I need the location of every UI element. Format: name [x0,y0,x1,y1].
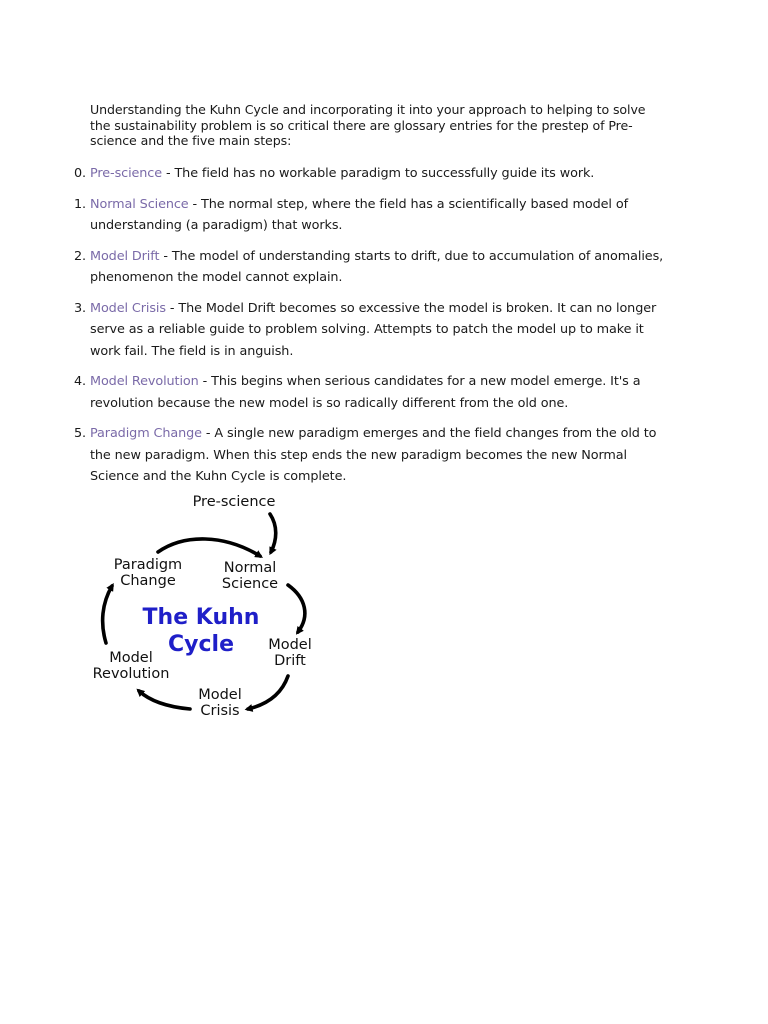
arrow-drift-to-crisis [248,676,288,709]
step-number: 1. [74,196,87,212]
diagram-label-paradigm-change: Paradigm Change [113,557,183,589]
intro-paragraph: Understanding the Kuhn Cycle and incorporating it into your approach to helping to solve the sustainability problem is so critical there are glossary entries for the prestep of Pre-science and the five main steps: [90,102,646,148]
arrow-crisis-to-revolution [139,691,190,709]
step-number: 3. [74,300,87,316]
step-description: - A single new paradigm emerges and the field changes from the old to the new paradigm. When this step ends the new paradigm becomes the new Normal Science and the Kuhn Cycle is complete. [90,426,657,484]
kuhn-steps-list [74,163,674,497]
arrow-revolution-to-paradigm [103,586,112,643]
diagram-label-prescience: Pre-science [192,494,276,510]
step-description: - The normal step, where the field has a scientifically based model of understanding (a paradigm) that works. [90,196,628,233]
step-item-model-crisis [74,298,674,363]
diagram-label-model-revolution: Model Revolution [92,650,170,682]
step-term-link[interactable]: Paradigm Change [90,426,202,441]
step-term-link[interactable]: Model Crisis [90,300,166,316]
arrow-normal-to-drift [288,585,305,632]
step-description: - This begins when serious candidates for a new model emerge. It's a revolution because the new model is so radically different from the old one. [90,374,641,411]
diagram-title: The Kuhn Cycle [142,605,260,657]
step-number: 5. [74,426,87,441]
step-description: - The model of understanding starts to drift, due to accumulation of anomalies, phenomenon the model cannot explain. [90,248,664,285]
step-number: 0. [74,166,87,181]
step-description: - The field has no workable paradigm to successfully guide its work. [162,166,595,181]
diagram-label-model-drift: Model Drift [268,637,312,669]
step-item-model-revolution [74,371,674,414]
kuhn-cycle-diagram [84,488,324,724]
step-item-paradigm-change [74,423,674,488]
step-number: 4. [74,374,87,389]
step-term-link[interactable]: Model Revolution [90,374,199,389]
step-number: 2. [74,248,87,264]
arrow-paradigm-to-normal [158,539,260,556]
arrow-prescience-to-normal [270,514,276,552]
step-term-link[interactable]: Model Drift [90,248,160,264]
diagram-label-model-crisis: Model Crisis [198,687,242,719]
step-item-normal-science [74,194,674,237]
step-term-link[interactable]: Normal Science [90,196,189,212]
step-description: - The Model Drift becomes so excessive the model is broken. It can no longer serve as a reliable guide to problem solving. Attempts to patch the model up to make it work fail. The field is in anguish. [90,300,657,359]
step-term-link[interactable]: Pre-science [90,166,163,181]
diagram-label-normal-science: Normal Science [221,560,279,592]
step-item-model-drift [74,246,674,289]
step-item-pre-science [74,163,674,185]
